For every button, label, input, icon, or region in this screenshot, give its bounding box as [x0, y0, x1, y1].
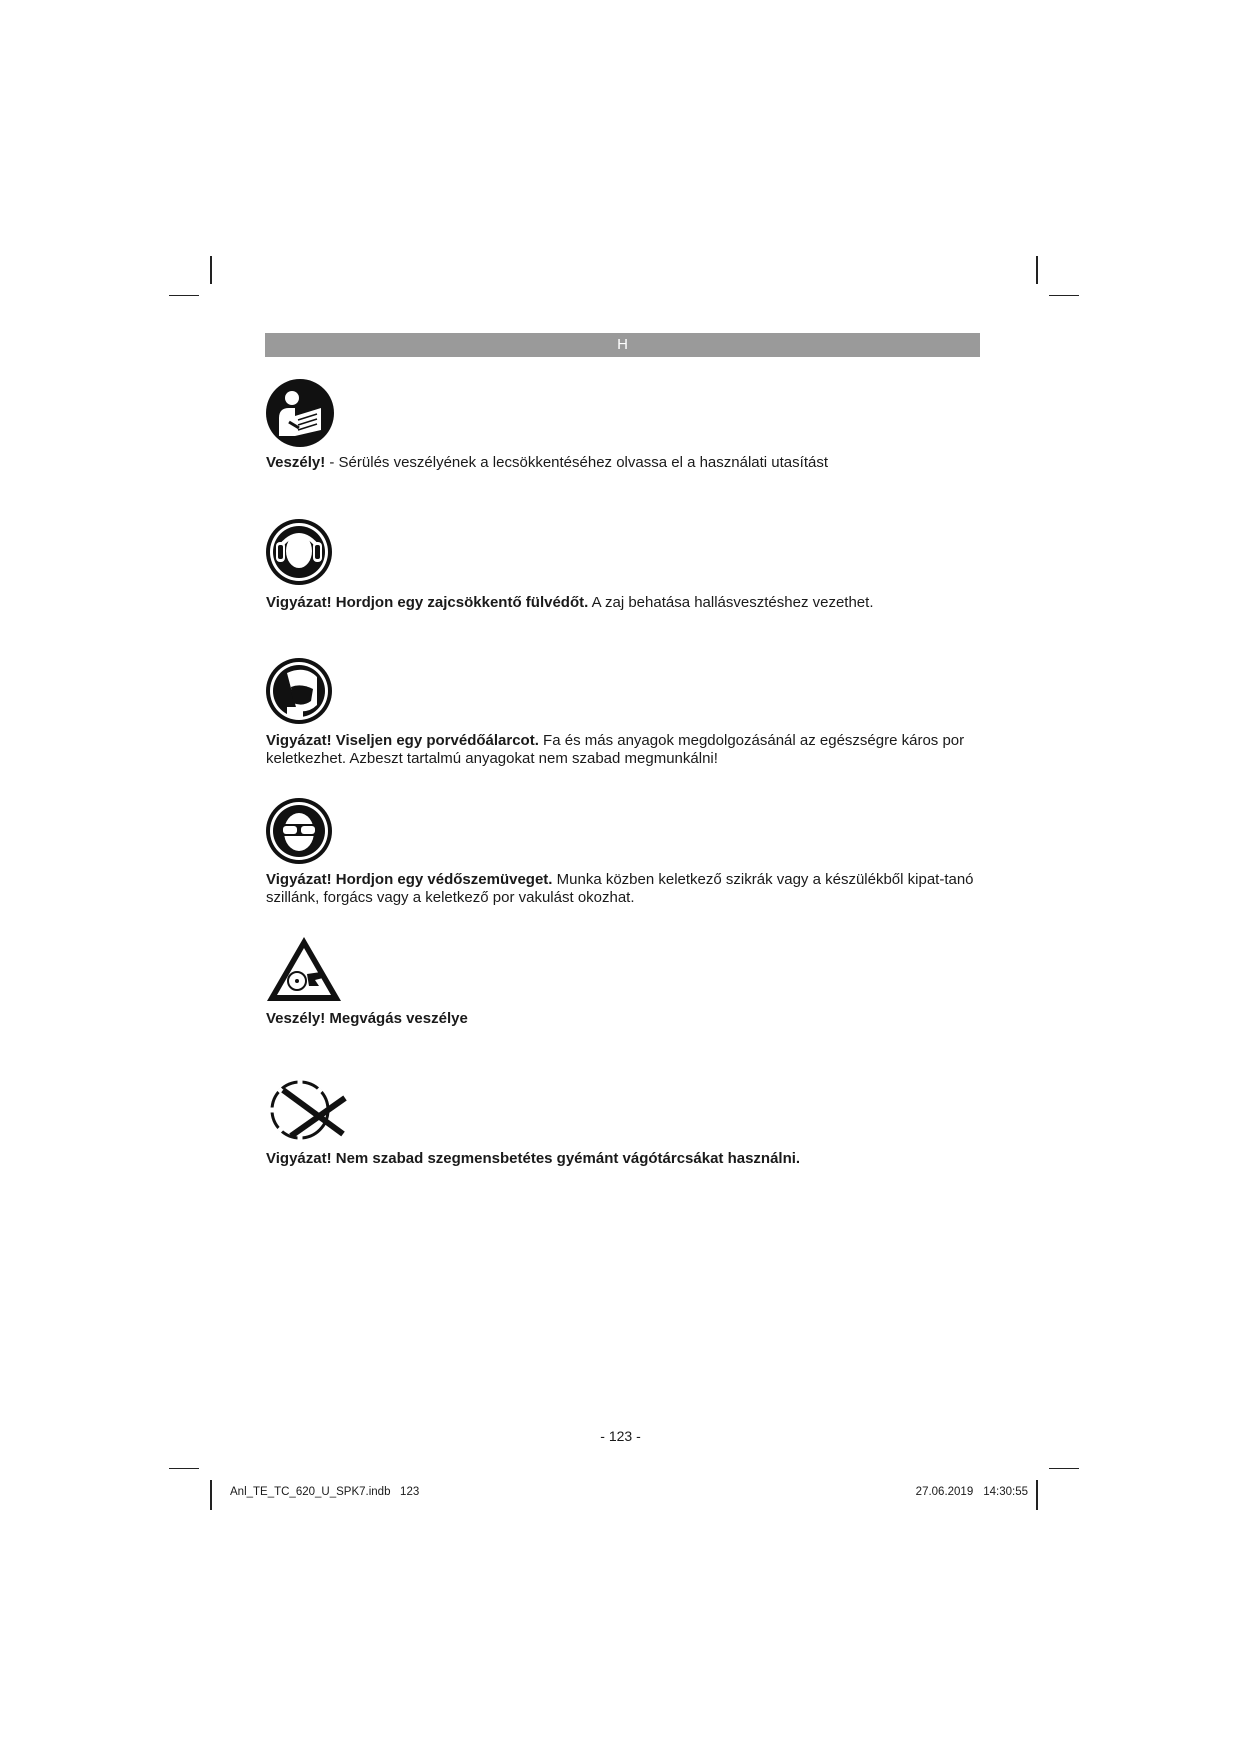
crop-mark [169, 295, 199, 296]
crop-mark [1036, 1480, 1038, 1510]
cutting-hazard-icon [265, 934, 343, 1004]
page-number: - 123 - [600, 1428, 641, 1444]
footer-time: 14:30:55 [983, 1486, 1028, 1498]
crop-mark [1049, 1468, 1079, 1469]
warning-title: Vigyázat! Hordjon egy zajcsökkentő fülvédőt. [266, 594, 589, 611]
crop-mark [169, 1468, 199, 1469]
warning-text-safety-goggles [266, 871, 986, 907]
warning-text-no-segmented-disc [266, 1150, 986, 1168]
no-segmented-disc-icon [265, 1076, 355, 1144]
warning-text-cutting-hazard [266, 1010, 986, 1028]
safety-goggles-icon [265, 797, 333, 865]
ear-protection-icon [265, 518, 333, 586]
warning-body: Fa és más anyagok megdolgozásánál az egészségre káros por keletkezhet. Azbeszt tartalmú anyagokat nem szabad megmunkálni! [266, 732, 965, 767]
warning-title: Veszély! [266, 454, 326, 471]
section-header-bar [265, 333, 980, 357]
read-manual-icon [265, 378, 335, 448]
crop-mark [1049, 295, 1079, 296]
footer-timestamp [916, 1486, 1028, 1498]
footer-date: 27.06.2019 [915, 1486, 974, 1498]
warning-body: - Sérülés veszélyének a lecsökkentéséhez olvassa el a használati utasítást [325, 454, 828, 471]
warning-text-dust-mask [266, 732, 986, 768]
crop-mark [210, 1480, 212, 1510]
warning-body: A zaj behatása hallásvesztéshez vezethet. [588, 594, 874, 611]
warning-text-ear-protection [266, 594, 986, 612]
warning-title: Vigyázat! Viseljen egy porvédőálarcot. [266, 732, 539, 749]
crop-mark [1036, 256, 1038, 284]
footer-file-name: Anl_TE_TC_620_U_SPK7.indb 123 [230, 1486, 420, 1498]
warning-text-read-manual [266, 454, 986, 472]
warning-title: Vigyázat! Nem szabad szegmensbetétes gyémánt vágótárcsákat használni. [266, 1150, 801, 1167]
crop-mark [210, 256, 212, 284]
warning-body: Munka közben keletkező szikrák vagy a készülékből kipat-tanó szillánk, forgács vagy a keletkező por vakulást okozhat. [266, 871, 974, 906]
section-label: H [617, 336, 628, 353]
dust-mask-icon [265, 657, 333, 725]
warning-title: Veszély! Megvágás veszélye [266, 1010, 468, 1027]
warning-title: Vigyázat! Hordjon egy védőszemüveget. [266, 871, 553, 888]
